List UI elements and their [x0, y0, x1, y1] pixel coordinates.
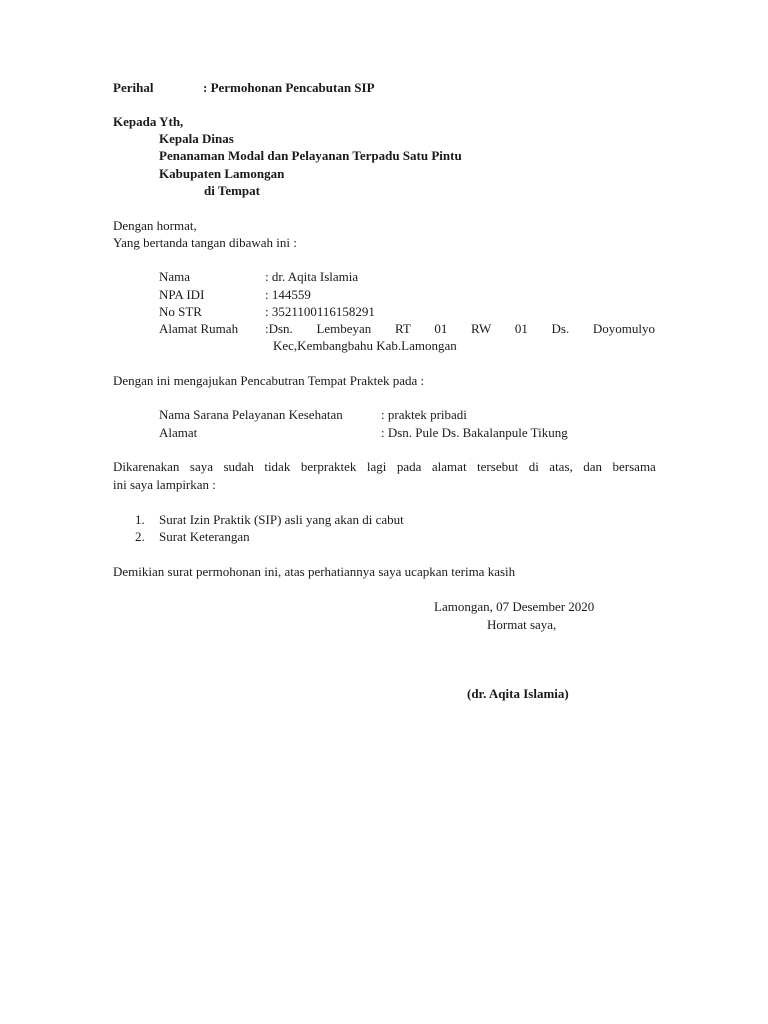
reason-word: tidak: [264, 459, 291, 474]
str-value: : 3521100116158291: [265, 304, 375, 319]
str-label: No STR: [159, 304, 202, 319]
name-label: Nama: [159, 269, 191, 284]
npa-value: : 144559: [265, 287, 311, 302]
attachment-number: 2.: [135, 529, 145, 544]
facility-label: Nama Sarana Pelayanan Kesehatan: [159, 407, 343, 422]
reason-line-2: ini saya lampirkan :: [113, 477, 216, 492]
reason-word: di: [528, 459, 539, 474]
name-value: : dr. Aqita Islamia: [265, 269, 359, 284]
reason-word: pada: [396, 459, 422, 474]
reason-word: Dikarenakan: [113, 459, 180, 474]
greeting: Dengan hormat,: [113, 218, 197, 233]
practice-address-label: Alamat: [159, 425, 198, 440]
home-address-line-2: Kec,Kembangbahu Kab.Lamongan: [273, 338, 457, 353]
reason-word: bersama: [612, 459, 656, 474]
reason-word: berpraktek: [300, 459, 357, 474]
address-word: 01: [434, 321, 448, 336]
address-word: Lembeyan: [316, 321, 372, 336]
practice-address-value: : Dsn. Pule Ds. Bakalanpule Tikung: [381, 425, 568, 440]
address-word: RT: [394, 321, 411, 336]
address-word: Doyomulyo: [592, 321, 655, 336]
address-word: :Dsn.: [265, 321, 293, 336]
address-word: Ds.: [551, 321, 570, 336]
attachment-item: Surat Izin Praktik (SIP) asli yang akan di cabut: [159, 512, 404, 527]
reason-word: sudah: [223, 459, 254, 474]
subject-label: Perihal: [113, 80, 154, 95]
regards: Hormat saya,: [487, 617, 557, 632]
reason-word: dan: [583, 459, 603, 474]
reason-word: saya: [189, 459, 214, 474]
recipient-line-3: Kabupaten Lamongan: [159, 166, 285, 181]
reason-word: tersebut: [477, 459, 519, 474]
recipient-line-4: di Tempat: [204, 183, 260, 198]
address-word: 01: [514, 321, 528, 336]
reason-word: alamat: [431, 459, 467, 474]
attachment-number: 1.: [135, 512, 145, 527]
request-intro: Dengan ini mengajukan Pencabutran Tempat Praktek pada :: [113, 373, 425, 388]
recipient-line-2: Penanaman Modal dan Pelayanan Terpadu Satu Pintu: [159, 148, 462, 163]
recipient-salutation: Kepada Yth,: [113, 114, 184, 129]
place-date: Lamongan, 07 Desember 2020: [434, 599, 595, 614]
signer-name: (dr. Aqita Islamia): [467, 686, 569, 701]
address-word: RW: [471, 321, 492, 336]
home-address-line-1: [265, 320, 655, 337]
recipient-line-1: Kepala Dinas: [159, 131, 234, 146]
npa-label: NPA IDI: [159, 287, 205, 302]
closing-text: Demikian surat permohonan ini, atas perhatiannya saya ucapkan terima kasih: [113, 564, 516, 579]
intro-text: Yang bertanda tangan dibawah ini :: [113, 235, 297, 250]
reason-line-1: [113, 458, 656, 475]
home-address-label: Alamat Rumah: [159, 321, 239, 336]
reason-word: atas,: [549, 459, 573, 474]
reason-word: lagi: [366, 459, 387, 474]
attachment-item: Surat Keterangan: [159, 529, 250, 544]
subject-value: : Permohonan Pencabutan SIP: [203, 80, 375, 95]
facility-value: : praktek pribadi: [381, 407, 467, 422]
